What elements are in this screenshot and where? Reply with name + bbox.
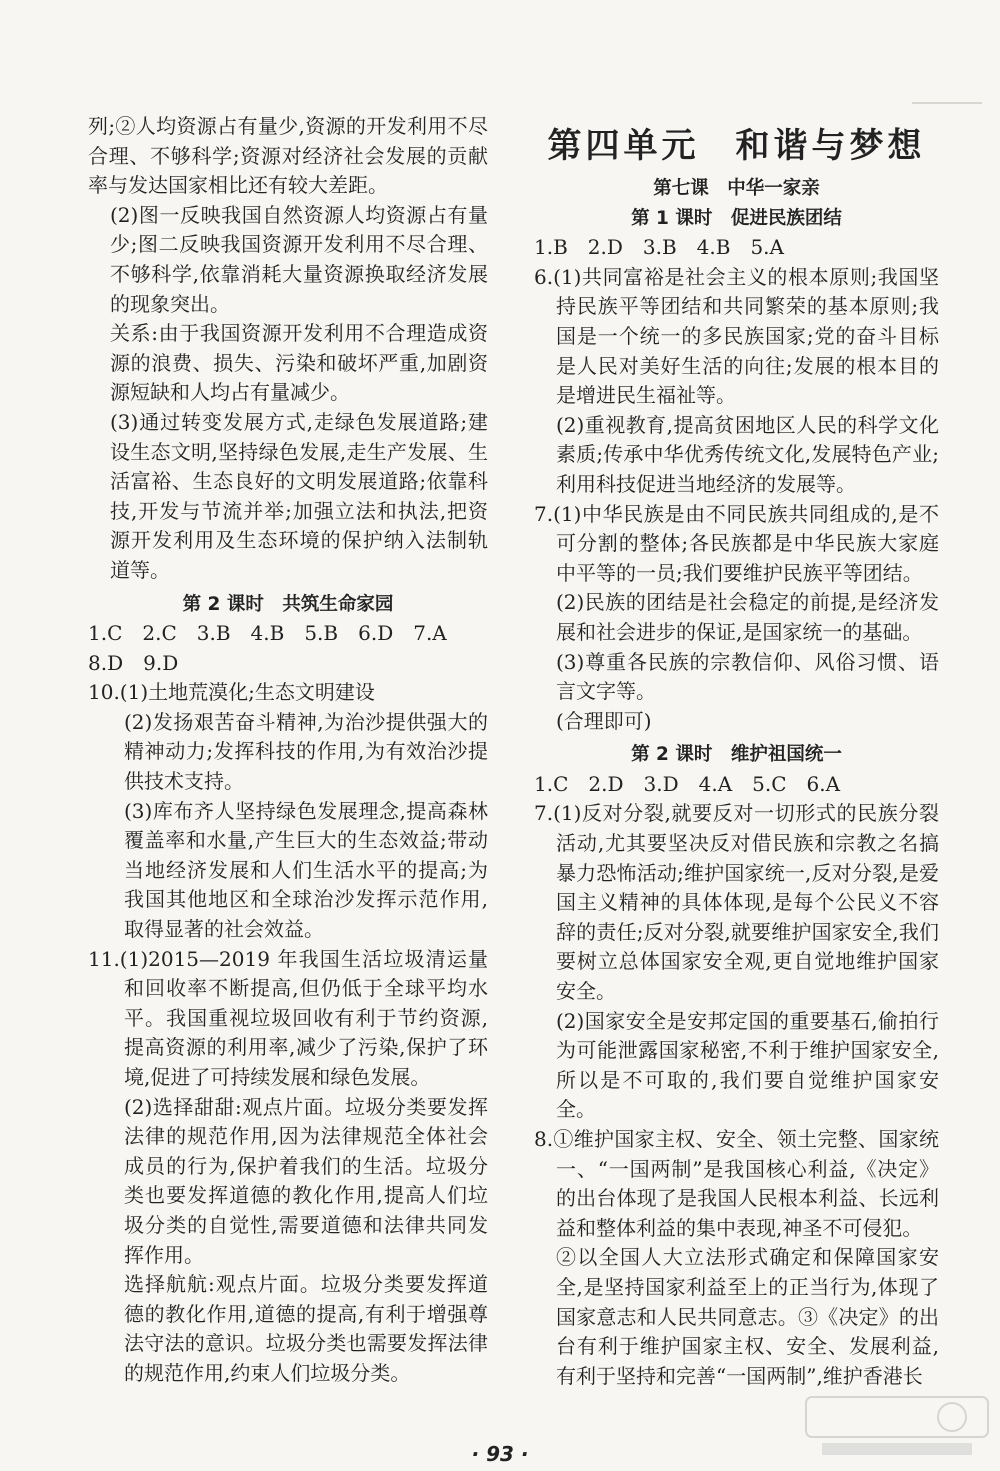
q6-part2: (2)重视教育,提高贫困地区人民的科学文化素质;传承中华优秀传统文化,发展特色产业;利用科技促进当地经济的发展等。 [556,412,939,496]
q7a-part1: 7.(1)中华民族是由不同民族共同组成的,是不可分割的整体;各民族都是中华民族大家庭中平等的一员;我们要维护民族平等团结。 [534,501,939,585]
q6-part1: 6.(1)共同富裕是社会主义的根本原则;我国坚持民族平等团结和共同繁荣的基本原则;我国是一个统一的多民族国家;党的奋斗目标是人民对美好生活的向往;发展的根本目的是增进民生福祉等。 [534,264,939,408]
left-para-2: (2)图一反映我国自然资源人均资源占有量少;图二反映我国资源开发利用不尽合理、不够科学,依靠消耗大量资源换取经济发展的现象突出。 [110,202,488,316]
unit-title [534,126,939,166]
q11-part2: (2)选择甜甜:观点片面。垃圾分类要发挥法律的规范作用,因为法律规范全体社会成员的行为,保护着我们的生活。垃圾分类也要发挥道德的教化作用,提高人们垃圾分类的自觉性,需要道德和法律共同发挥作用。 [124,1094,488,1267]
q11-part3: 选择航航:观点片面。垃圾分类要发挥道德的教化作用,道德的提高,有利于增强尊法守法的意识。垃圾分类也需要发挥法律的规范作用,约束人们垃圾分类。 [124,1272,488,1385]
section-heading-2-right: 第 2 课时 维护祖国统一 [631,744,842,766]
unit-title-number: 第四单元 [547,126,700,166]
left-para-4: (3)通过转变发展方式,走绿色发展道路;建设生态文明,坚持绿色发展,走生产发展、生活富裕、生态良好的文明发展道路;依靠科技,开发与节流并举;加强立法和执法,把资源开发利用及生态环境的保护纳入法制轨道等。 [110,409,488,582]
left-column [88,112,488,1389]
q8-part1: 8.①维护国家主权、安全、领土完整、国家统一、“一国两制”是我国核心利益,《决定》的出台体现了是我国人民根本利益、长远利益和整体利益的集中表现,神圣不可侵犯。 [534,1127,939,1240]
section-heading-2-left: 第 2 课时 共筑生命家园 [182,593,394,615]
q11-part1: 11.(1)2015—2019 年我国生活垃圾清运量和回收率不断提高,但仍低于全球平均水平。我国重视垃圾回收有利于节约资源,提高资源的利用率,减少了污染,保护了环境,促进了可持续发展和绿色发展。 [88,946,488,1089]
answers-row-right-2: 1.C 2.D 3.D 4.A 5.C 6.A [534,771,841,796]
q7a-part3: (3)尊重各民族的宗教信仰、风俗习惯、语言文字等。 [556,649,939,704]
q7b-part1: 7.(1)反对分裂,就要反对一切形式的民族分裂活动,尤其要坚决反对借民族和宗教之名搞暴力恐怖活动;维护国家统一,反对分裂,是爱国主义精神的具体体现,是每个公民义不容辞的责任;反对分裂,就要维护国家安全,我们要树立总体国家安全观,更自觉地维护国家安全。 [534,801,939,1004]
q8-part2: ②以全国人大立法形式确定和保障国家安全,是坚持国家利益至上的正当行为,体现了国家意志和人民共同意志。③《决定》的出台有利于维护国家主权、安全、发展利益,有利于坚持和完善“一国两制”,维护香港长 [556,1245,939,1388]
answers-row-right-1: 1.B 2.D 3.B 4.B 5.A [534,235,784,260]
q7b-part2: (2)国家安全是安邦定国的重要基石,偷拍行为可能泄露国家秘密,不利于维护国家安全,所以是不可取的,我们要自觉维护国家安全。 [556,1008,939,1122]
answers-row-1: 1.C 2.C 3.B 4.B 5.B 6.D 7.A [88,621,447,646]
right-column [534,108,939,1391]
unit-title-theme: 和谐与梦想 [735,126,926,166]
q7a-part2: (2)民族的团结是社会稳定的前提,是经济发展和社会进步的保证,是国家统一的基础。 [556,590,939,644]
q7a-note: (合理即可) [556,708,652,733]
left-para-3: 关系:由于我国资源开发利用不合理造成资源的浪费、损失、污染和破坏严重,加剧资源短缺和人均占有量减少。 [110,321,488,405]
page-number: · 93 · [471,1442,529,1466]
left-para-1: 列;②人均资源占有量少,资源的开发利用不尽合理、不够科学;资源对经济社会发展的贡献率与发达国家相比还有较大差距。 [88,114,488,198]
watermark-logo-icon [802,1391,992,1461]
lesson-title: 第七课 中华一家亲 [653,178,820,199]
answers-row-2: 8.D 9.D [88,650,179,675]
section-heading-1-right: 第 1 课时 促进民族团结 [631,207,842,229]
q10-part2: (2)发扬艰苦奋斗精神,为治沙提供强大的精神动力;发挥科技的作用,为有效治沙提供技术支持。 [124,709,488,794]
q10-part1: 10.(1)土地荒漠化;生态文明建设 [88,680,375,705]
q10-part3: (3)库布齐人坚持绿色发展理念,提高森林覆盖率和水量,产生巨大的生态效益;带动当地经济发展和人们生活水平的提高;为我国其他地区和全球治沙发挥示范作用,取得显著的社会效益。 [124,798,488,942]
corner-rule [912,102,982,104]
